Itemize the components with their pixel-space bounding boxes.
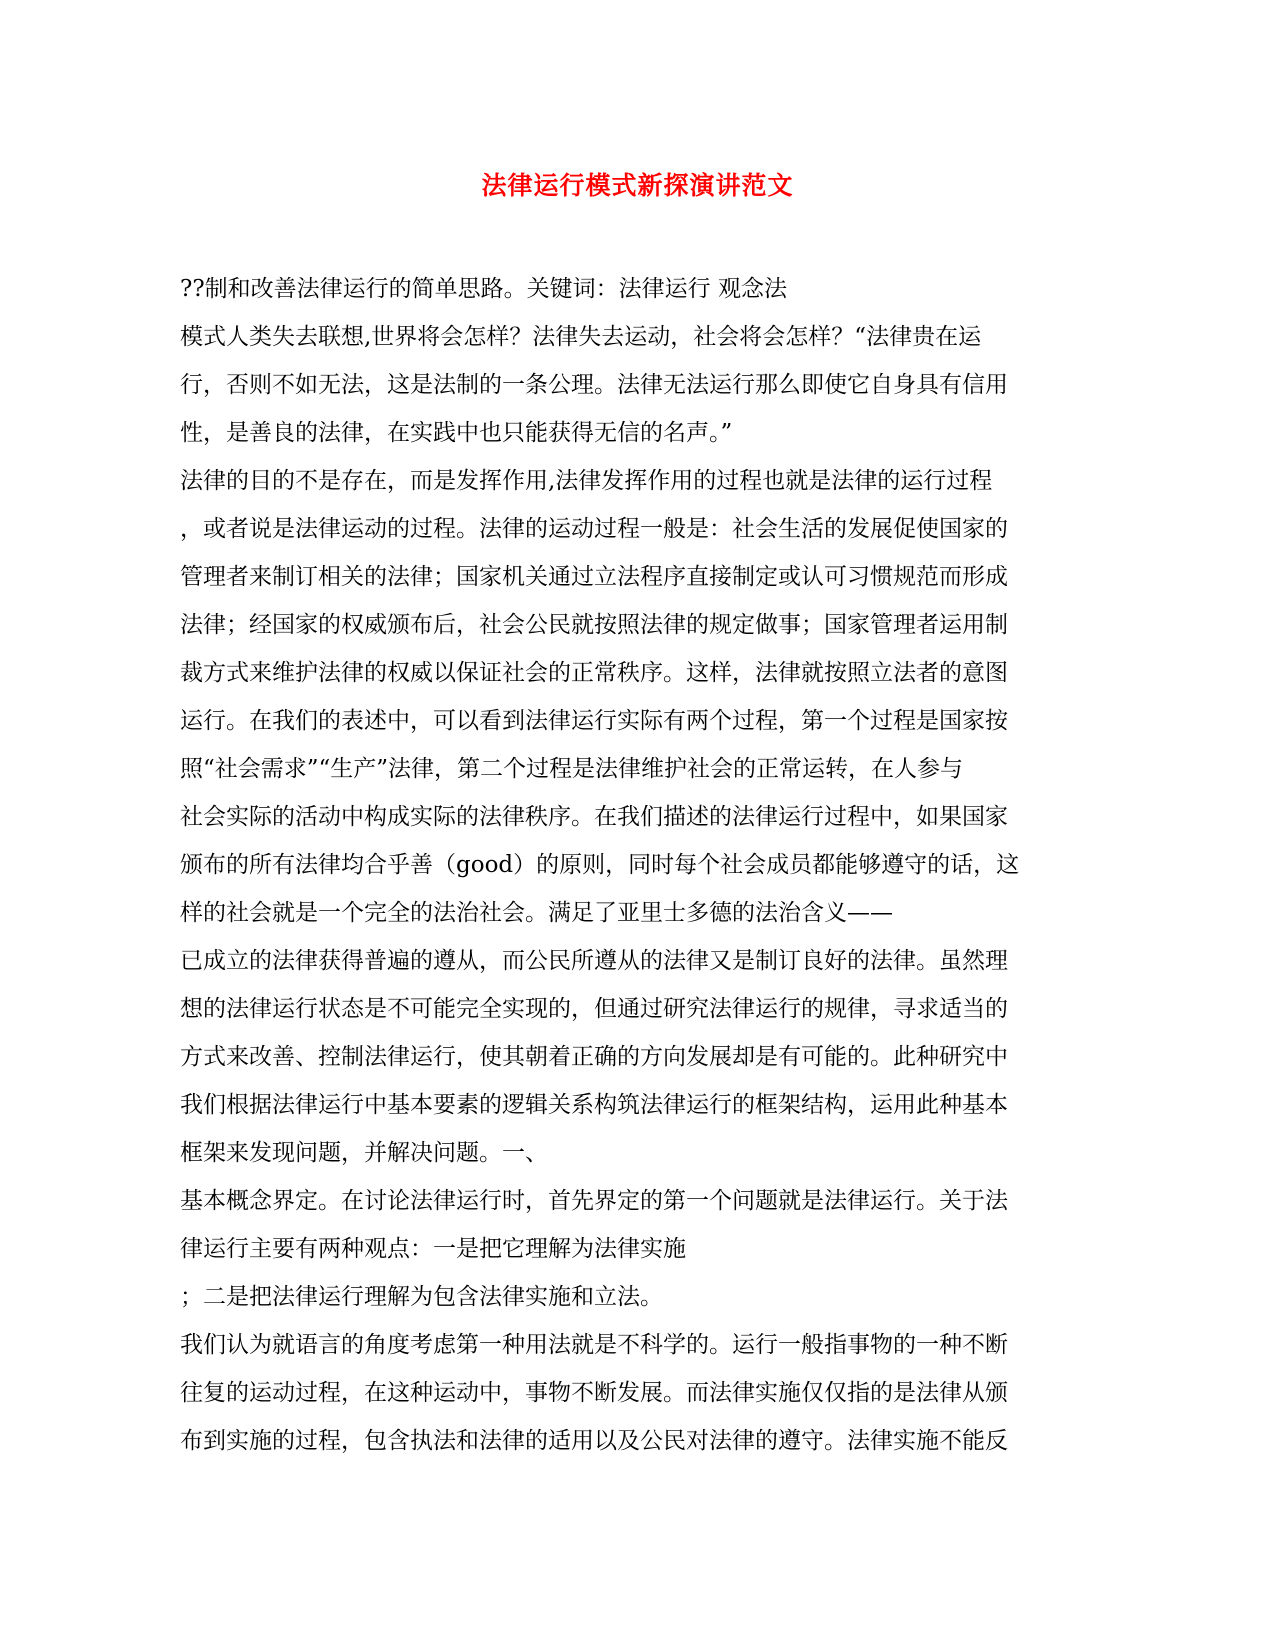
body-line: 行，否则不如无法，这是法制的一条公理。法律无法运行那么即使它自身具有信用 [180,372,1008,398]
body-line: 想的法律运行状态是不可能完全实现的，但通过研究法律运行的规律，寻求适当的 [180,996,1008,1022]
body-line: 法律；经国家的权威颁布后，社会公民就按照法律的规定做事；国家管理者运用制 [180,612,1008,638]
body-line: 样的社会就是一个完全的法治社会。满足了亚里士多德的法治含义—— [180,900,893,926]
body-line: 管理者来制订相关的法律；国家机关通过立法程序直接制定或认可习惯规范而形成 [180,564,1008,590]
body-line: 我们认为就语言的角度考虑第一种用法就是不科学的。运行一般指事物的一种不断 [180,1332,1008,1358]
body-line: 模式人类失去联想,世界将会怎样？法律失去运动，社会将会怎样？“法律贵在运 [180,324,982,350]
body-line: 框架来发现问题，并解决问题。一、 [180,1140,548,1166]
body-line: 布到实施的过程，包含执法和法律的适用以及公民对法律的遵守。法律实施不能反 [180,1428,1008,1454]
body-line: 律运行主要有两种观点：一是把它理解为法律实施 [180,1236,686,1262]
document-body [180,265,1060,1465]
body-line: ，或者说是法律运动的过程。法律的运动过程一般是：社会生活的发展促使国家的 [180,516,1008,542]
body-line: 颁布的所有法律均合乎善（good）的原则，同时每个社会成员都能够遵守的话，这 [180,852,1020,878]
body-line: 方式来改善、控制法律运行，使其朝着正确的方向发展却是有可能的。此种研究中 [180,1044,1008,1070]
body-line: 往复的运动过程，在这种运动中，事物不断发展。而法律实施仅仅指的是法律从颁 [180,1380,1008,1406]
body-line: 运行。在我们的表述中，可以看到法律运行实际有两个过程，第一个过程是国家按 [180,708,1008,734]
document-title: 法律运行模式新探演讲范文 [481,171,794,200]
body-line: 照“社会需求”“生产”法律，第二个过程是法律维护社会的正常运转，在人参与 [180,756,964,782]
body-line: 性，是善良的法律，在实践中也只能获得无信的名声。” [180,420,733,446]
body-line: 我们根据法律运行中基本要素的逻辑关系构筑法律运行的框架结构，运用此种基本 [180,1092,1008,1118]
body-line: 法律的目的不是存在，而是发挥作用,法律发挥作用的过程也就是法律的运行过程 [180,468,993,494]
body-line: 裁方式来维护法律的权威以保证社会的正常秩序。这样，法律就按照立法者的意图 [180,660,1008,686]
body-line: ；二是把法律运行理解为包含法律实施和立法。 [180,1284,663,1310]
body-line: ??制和改善法律运行的简单思路。关键词：法律运行 观念法 [180,276,787,302]
body-line: 社会实际的活动中构成实际的法律秩序。在我们描述的法律运行过程中，如果国家 [180,804,1008,830]
body-line: 基本概念界定。在讨论法律运行时，首先界定的第一个问题就是法律运行。关于法 [180,1188,1008,1214]
body-line: 已成立的法律获得普遍的遵从，而公民所遵从的法律又是制订良好的法律。虽然理 [180,948,1008,974]
